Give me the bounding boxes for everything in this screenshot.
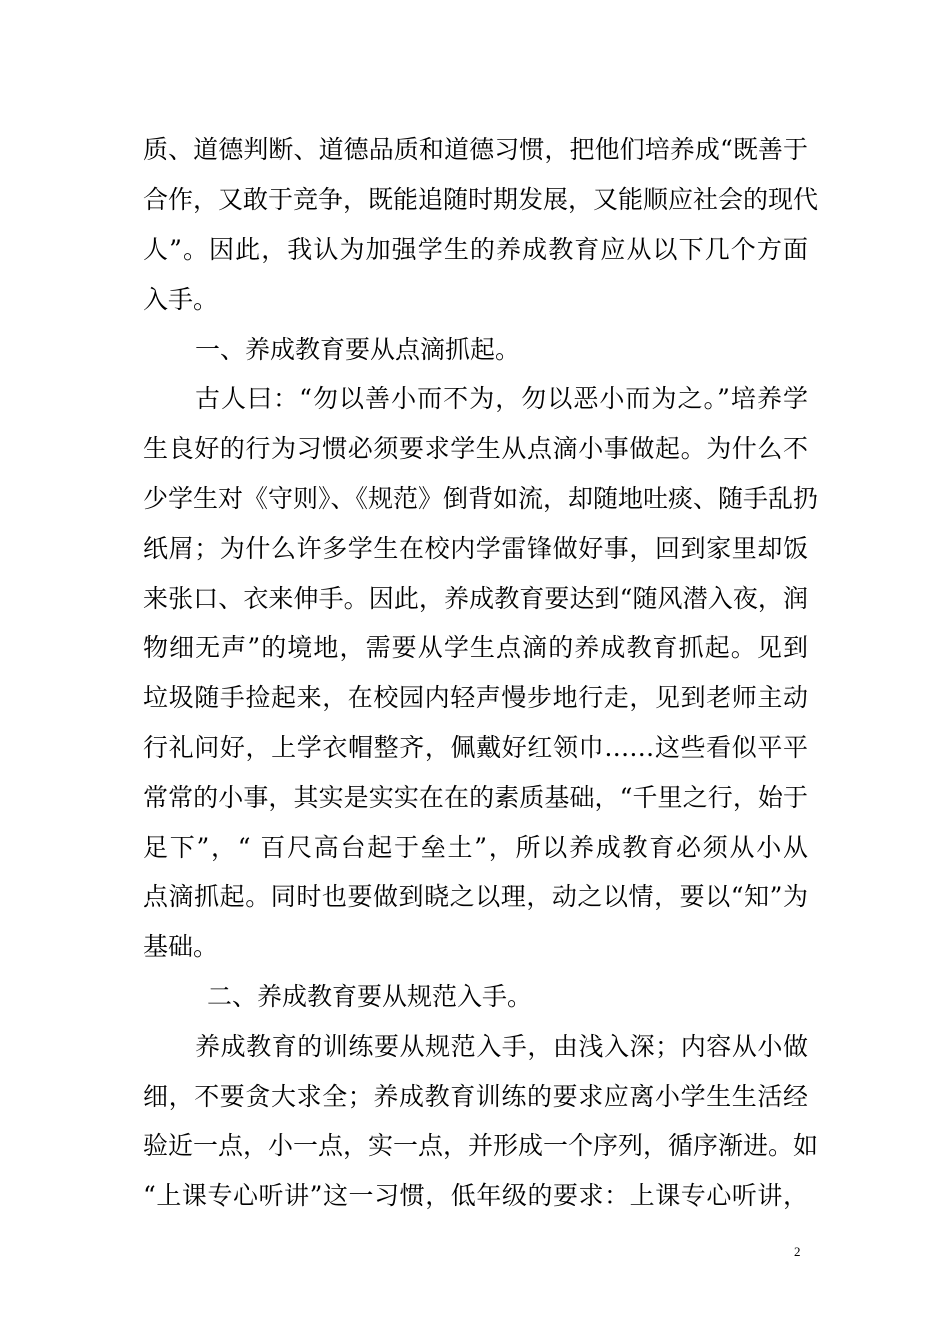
- paragraph-line: 人”。因此，我认为加强学生的养成教育应从以下几个方面: [143, 235, 808, 264]
- paragraph-line: 行礼问好，上学衣帽整齐，佩戴好红领巾……这些看似平平: [143, 733, 808, 762]
- paragraph-line: 生良好的行为习惯必须要求学生从点滴小事做起。为什么不: [143, 434, 808, 463]
- paragraph-line: 质、道德判断、道德品质和道德习惯，把他们培养成“既善于: [143, 135, 808, 164]
- section-heading-1: 一、养成教育要从点滴抓起。: [195, 335, 521, 364]
- paragraph-line: 养成教育的训练要从规范入手，由浅入深；内容从小做: [195, 1032, 808, 1061]
- paragraph-line: 来张口、衣来伸手。因此，养成教育要达到“随风潜入夜，润: [143, 584, 808, 613]
- paragraph-line: 点滴抓起。同时也要做到晓之以理，动之以情，要以“知”为: [143, 882, 808, 911]
- paragraph-line: 纸屑；为什么许多学生在校内学雷锋做好事，回到家里却饭: [143, 534, 808, 563]
- paragraph-line: 垃圾随手捡起来，在校园内轻声慢步地行走，见到老师主动: [143, 683, 808, 712]
- paragraph-line: 验近一点，小一点，实一点，并形成一个序列，循序渐进。如: [143, 1131, 819, 1160]
- section-heading-2: 二、养成教育要从规范入手。: [207, 982, 533, 1011]
- paragraph-line: 合作，又敢于竞争，既能追随时期发展，又能顺应社会的现代: [143, 185, 819, 214]
- paragraph-line: 基础。: [143, 932, 219, 961]
- paragraph-line: 足下”，“ 百尺高台起于垒土”，所以养成教育必须从小从: [143, 833, 808, 862]
- paragraph-line: 少学生对《守则》、《规范》倒背如流，却随地吐痰、随手乱扔: [143, 484, 819, 513]
- paragraph-line: 物细无声”的境地，需要从学生点滴的养成教育抓起。见到: [143, 633, 808, 662]
- paragraph-line: “上课专心听讲”这一习惯，低年级的要求：上课专心听讲，: [143, 1181, 808, 1210]
- page-number: 2: [794, 1244, 801, 1259]
- paragraph-line: 入手。: [143, 285, 219, 314]
- paragraph-line: 古人曰：“勿以善小而不为，勿以恶小而为之。”培养学: [195, 384, 808, 413]
- paragraph-line: 细，不要贪大求全；养成教育训练的要求应离小学生生活经: [143, 1082, 808, 1111]
- paragraph-line: 常常的小事，其实是实实在在的素质基础，“千里之行，始于: [143, 783, 808, 812]
